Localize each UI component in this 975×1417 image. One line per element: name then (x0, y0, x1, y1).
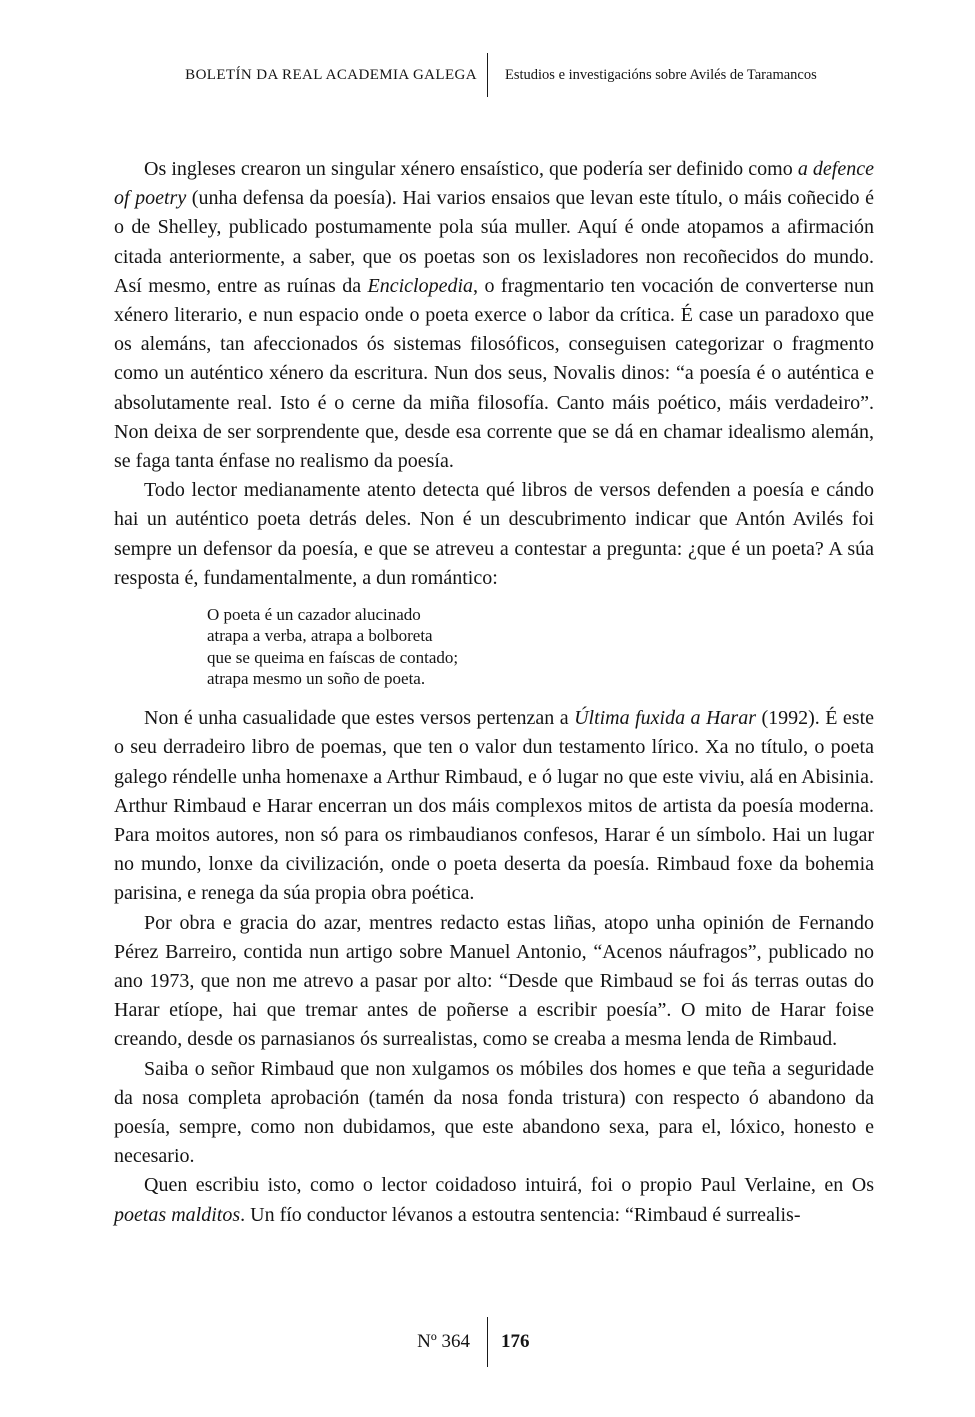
paragraph (114, 909, 874, 1055)
verse-line: O poeta é un cazador alucinado (207, 605, 421, 625)
page-footer (0, 1317, 975, 1367)
text-segment: (unha defensa da poesía). Hai varios ensaios que levan este título, o máis coñecido é o de Shelley, publicado postumamente pola súa muller. Aquí é onde atopamos a afirmación citada anteriormente, a saber, que os poetas son os lexisladores non recoñecidos do mundo. Así mesmo, entre as ruínas da (114, 187, 875, 297)
article-body (114, 155, 874, 1230)
issue-number: Nº 364 (417, 1331, 470, 1352)
paragraph (114, 704, 874, 908)
verse-line: atrapa mesmo un soño de poeta. (207, 668, 426, 688)
page-number: 176 (501, 1331, 530, 1352)
paragraph (114, 1171, 874, 1229)
text-segment: Por obra e gracia do azar, mentres redacto estas liñas, atopo unha opinión de Fernando Pérez Barreiro, contida nun artigo sobre Manuel Antonio, “Acenos náufragos”, publicado no ano 1973, que non me atrevo a pasar por alto: “Desde que Rimbaud se foi ás terras outas do Harar etíope, hai que tremar antes de poñerse a escribir poesía”. O mito de Harar foise creando, desde os parnasianos ós surrealistas, como se creaba a mesma lenda de Rimbaud. (114, 911, 874, 1051)
text-segment: Quen escribiu isto, como o lector coidadoso intuirá, foi o propio Paul Verlaine, en Os (144, 1174, 874, 1197)
text-segment: Todo lector medianamente atento detecta qué libros de versos defenden a poesía e cándo hai un auténtico poeta detrás deles. Non é un descubrimento indicar que Antón Avilés foi sempre un defensor da poesía, e que se atreveu a contestar a pregunta: ¿que é un poeta? A súa resposta é, fundamentalmente, a dun romántico: (114, 479, 874, 589)
italic-title-text: Enciclopedia (367, 274, 474, 297)
text-segment: Saiba o señor Rimbaud que non xulgamos os móbiles dos homes e que teña a seguridade da nosa completa aprobación (tamén da nosa fonda tristura) con respecto ó abandono da poesía, sempre, como non dubidamos, que este abandono sexa, para el, lóxico, honesto e necesario. (114, 1057, 874, 1168)
text-segment: (1992). É este o seu derradeiro libro de poemas, que ten o valor dun testamento lírico. Xa no título, o poeta galego réndelle unha homenaxe a Arthur Rimbaud, e ó lugar no que este viviu, alá en Abisinia. Arthur Rimbaud e Harar encerran un dos máis complexos mitos de artista da poesía moderna. Para moitos autores, non só para os rimbaudianos confesos, Harar é un símbolo. Hai un lugar no mundo, lonxe da civilización, onde o poeta deserta da poesía. Rimbaud foxe da bohemia parisina, e renega da súa propia obra poética. (114, 707, 875, 905)
verse-line: atrapa a verba, atrapa a bolboreta (207, 626, 433, 646)
verse-quote (207, 604, 874, 689)
text-segment: Non é unha casualidade que estes versos pertenzan a (144, 707, 575, 730)
journal-title: BOLETÍN DA REAL ACADEMIA GALEGA (185, 66, 477, 83)
text-segment: , o fragmentario ten vocación de converterse nun xénero literario, e nun espacio onde o poeta exerce o labor da crítica. É case un paradoxo que os alemáns, tan afeccionados ós sistemas filosóficos, conseguisen categorizar o fragmento como un auténtico xénero da escritura. Nun dos seus, Novalis dinos: “a poesía é o auténtica e absolutamente real. Isto é o cerne da miña filosofía. Canto máis poético, máis verdadeiro”. Non deixa de ser sorprendente que, desde esa corrente que se dá en chamar idealismo alemán, se faga tanta énfase no realismo da poesía. (114, 274, 874, 473)
text-segment: Os ingleses crearon un singular xénero ensaístico, que podería ser definido como (144, 158, 798, 180)
paragraph (114, 155, 874, 476)
paragraph (114, 1055, 874, 1172)
text-segment: . Un fío conductor lévanos a estoutra sentencia: “Rimbaud é surrealis- (240, 1203, 801, 1226)
verse-line: que se queima en faíscas de contado; (207, 647, 459, 667)
running-head (0, 53, 975, 97)
section-title: Estudios e investigacións sobre Avilés de Taramancos (505, 66, 817, 83)
paragraph (114, 476, 874, 593)
italic-title-text: a defence of poetry (114, 158, 874, 210)
italic-title-text: poetas malditos (114, 1203, 241, 1226)
italic-title-text: Última fuxida a Harar (574, 707, 756, 730)
